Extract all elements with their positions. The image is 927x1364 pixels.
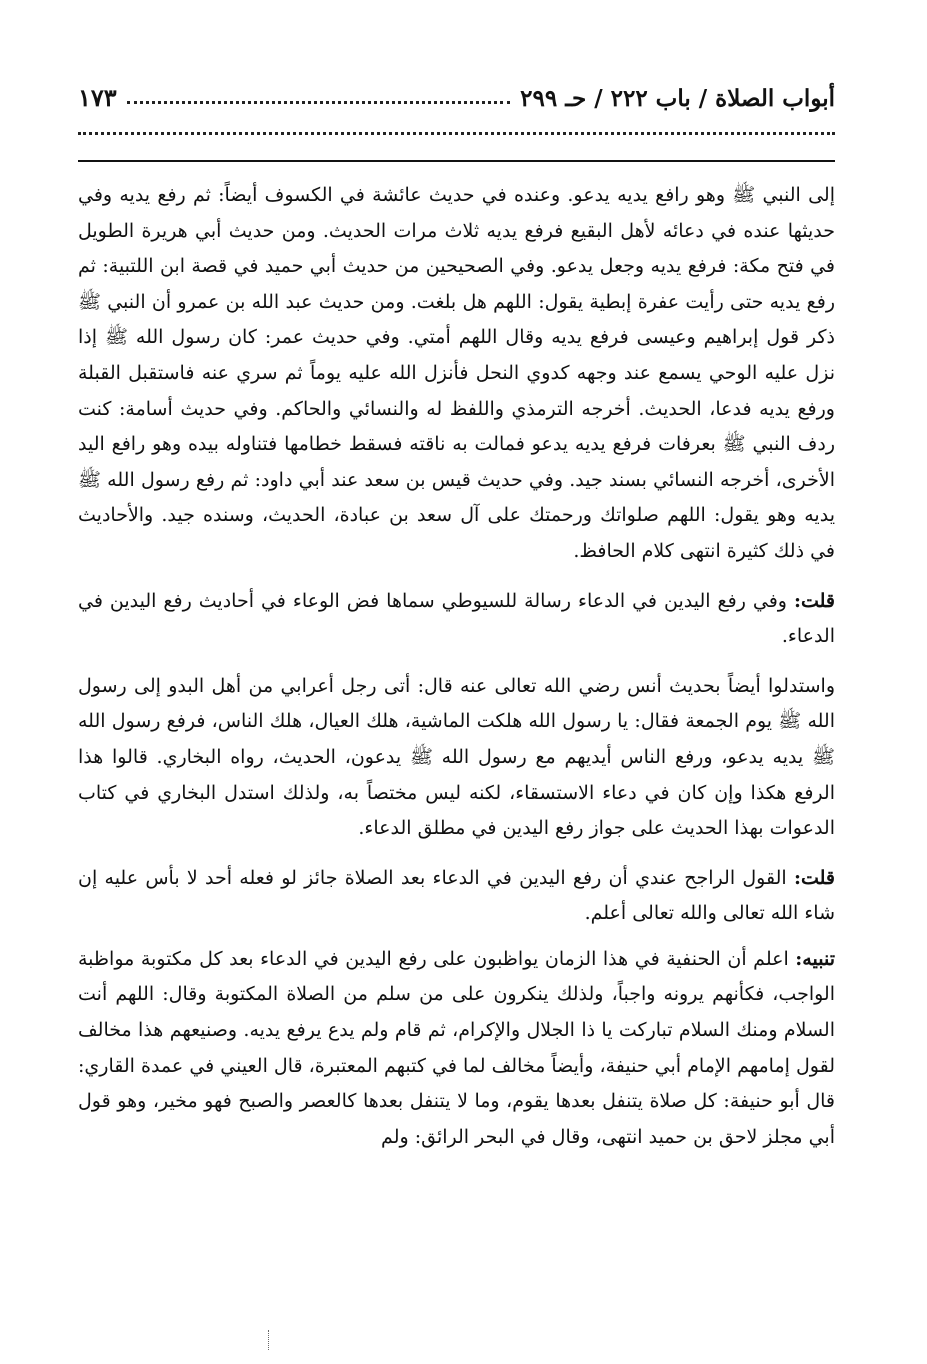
scan-mark [268, 1330, 272, 1350]
paragraph-hadith-citations [78, 178, 835, 570]
paragraph-text: واستدلوا أيضاً بحديث أنس رضي الله تعالى عنه قال: أتى رجل أعرابي من أهل البدو إلى رسول الله ﷺ يوم الجمعة فقال: يا رسول الله هلكت الماشية، هلك العيال، هلك الناس، فرفع رسول الله ﷺ يديه يدعو، ورفع الناس أيديهم مع رسول الله ﷺ يدعون، الحديث، رواه البخاري. قالوا هذا الرفع هكذا وإن كان في دعاء الاستسقاء، لكنه ليس مختصاً به، ولذلك استدل البخاري في كتاب الدعوات بهذا الحديث على جواز رفع اليدين في مطلق الدعاء. [78, 674, 835, 840]
page-body [78, 178, 835, 1155]
header-rule [78, 160, 835, 162]
paragraph-label: تنبيه: [795, 947, 835, 970]
header-title: أبواب الصلاة / باب ٢٢٢ / حـ ٢٩٩ [520, 85, 835, 112]
paragraph-qultu-2 [78, 861, 835, 932]
page-number: ١٧٣ [78, 83, 117, 112]
paragraph-text: القول الراجح عندي أن رفع اليدين في الدعاء بعد الصلاة جائز لو فعله أحد لا بأس عليه إن شاء الله تعالى والله تعالى أعلم. [78, 866, 835, 925]
paragraph-tanbih [78, 942, 835, 1156]
paragraph-anas-hadith [78, 669, 835, 847]
paragraph-text: إلى النبي ﷺ وهو رافع يديه يدعو. وعنده في حديث عائشة في الكسوف أيضاً: ثم رفع يديه وفي حديثها عنده في دعائه لأهل البقيع فرفع يديه ثلاث مرات الحديث. ومن حديث أبي هريرة الطويل في فتح مكة: فرفع يديه وجعل يدعو. وفي الصحيحين من حديث أبي حميد في قصة ابن اللتبية: ثم رفع يديه حتى رأيت عفرة إبطية يقول: اللهم هل بلغت. ومن حديث عبد الله بن عمرو أن النبي ﷺ ذكر قول إبراهيم وعيسى فرفع يديه وقال اللهم أمتي. وفي حديث عمر: كان رسول الله ﷺ إذا نزل عليه الوحي يسمع عند وجهه كدوي النحل فأنزل الله عليه يوماً ثم سري عنه فاستقبل القبلة ورفع يديه فدعا، الحديث. أخرجه الترمذي واللفظ له والنسائي والحاكم. وفي حديث أسامة: كنت ردف النبي ﷺ بعرفات فرفع يديه يدعو فمالت به ناقته فسقط خطامها فتناوله بيده وهو رافع اليد الأخرى، أخرجه النسائي بسند جيد. وفي حديث قيس بن سعد عند أبي داود: ثم رفع رسول الله ﷺ يديه وهو يقول: اللهم صلواتك ورحمتك على آل سعد بن عبادة، الحديث، وسنده جيد. والأحاديث في ذلك كثيرة انتهى كلام الحافظ. [78, 184, 835, 562]
running-header [78, 68, 835, 112]
paragraph-text: اعلم أن الحنفية في هذا الزمان يواظبون على رفع اليدين في الدعاء بعد كل مكتوبة مواظبة الواجب، فكأنهم يرونه واجباً، ولذلك ينكرون على من سلم من الصلاة المكتوبة وقال: اللهم أنت السلام ومنك السلام تباركت يا ذا الجلال والإكرام، ثم قام ولم يدع يرفع يديه. وصنيعهم هذا مخالف لقول إمامهم الإمام أبي حنيفة، وأيضاً مخالف لما في كتبهم المعتبرة، قال العيني في عمدة القاري: قال أبو حنيفة: كل صلاة يتنفل بعدها يقوم، وما لا يتنفل بعدها كالعصر والصبح فهو مخير، وهو قول أبي مجلز لاحق بن حميد انتهى، وقال في البحر الرائق: ولم [78, 947, 835, 1148]
paragraph-text: وفي رفع اليدين في الدعاء رسالة للسيوطي سماها فض الوعاء في أحاديث رفع اليدين في الدعاء. [78, 589, 835, 648]
header-dotted-rule [78, 132, 835, 135]
paragraph-label: قلت: [793, 866, 835, 889]
header-leader-dots [127, 100, 510, 104]
paragraph-qultu-1 [78, 584, 835, 655]
paragraph-label: قلت: [793, 589, 835, 612]
